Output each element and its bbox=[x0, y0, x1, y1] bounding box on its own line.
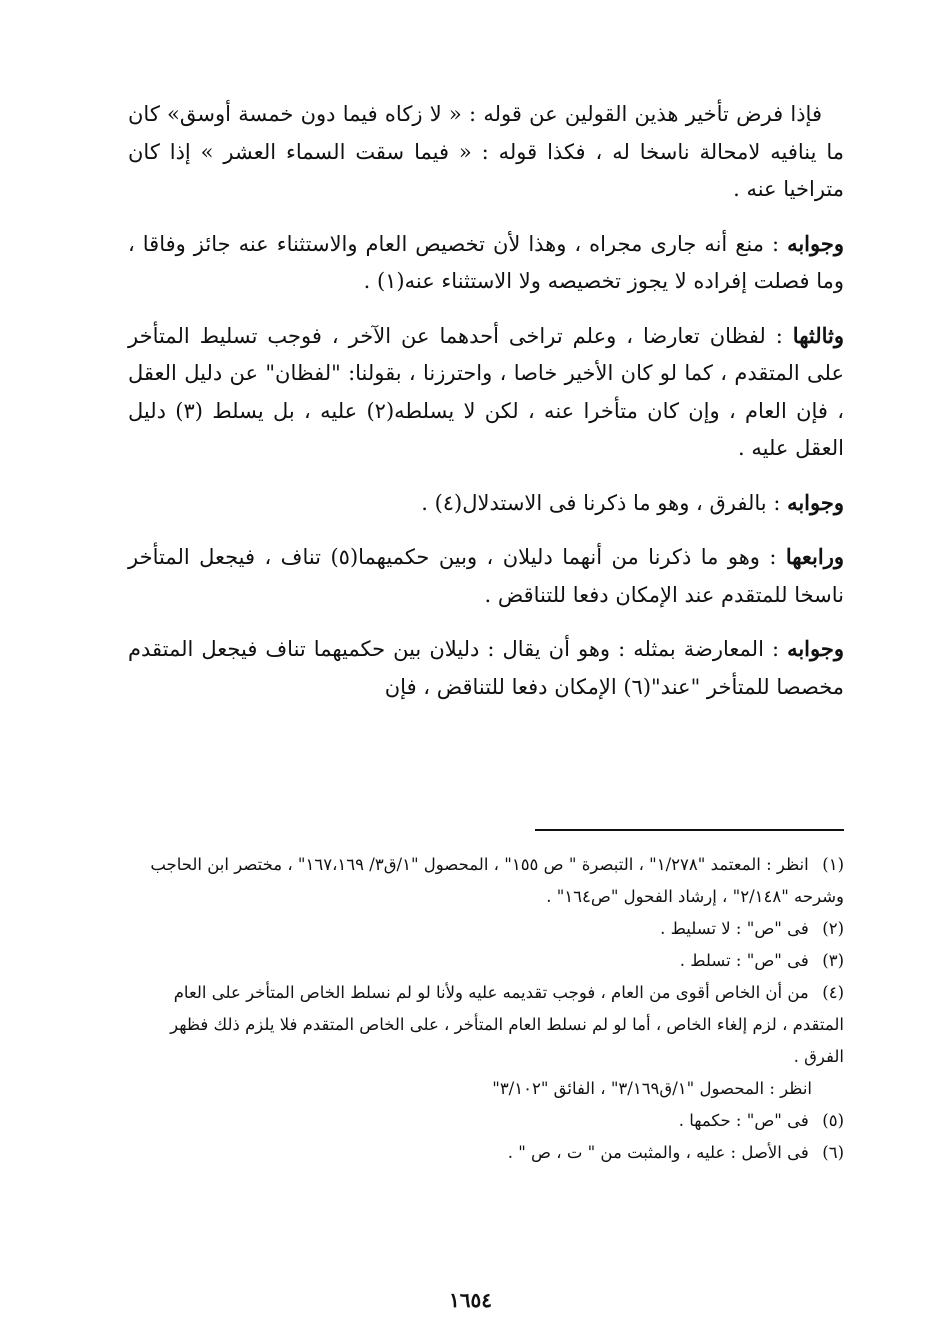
paragraph-lead: وجوابه bbox=[787, 636, 844, 661]
footnote-number: (٥) bbox=[822, 1111, 844, 1130]
paragraph-4 bbox=[128, 484, 844, 523]
paragraph-text: : المعارضة بمثله : وهو أن يقال : دليلان بين حكميهما تناف فيجعل المتقدم مخصصا للمتأخر "عند"(٦) الإمكان دفعا للتناقض ، فإن bbox=[128, 637, 844, 699]
footnote-text: فى "ص" : تسلط . bbox=[679, 951, 809, 970]
paragraph-5 bbox=[128, 538, 844, 614]
footnote-text: من أن الخاص أقوى من العام ، فوجب تقديمه عليه ولأنا لو لم نسلط الخاص المتأخر على العام المتقدم ، لزم إلغاء الخاص ، أما لو لم نسلط العام المتأخر ، على الخاص المتقدم فلا يلزم ذلك فظهر الفرق . bbox=[170, 983, 844, 1066]
paragraph-2 bbox=[128, 225, 844, 301]
paragraph-text: : لفظان تعارضا ، وعلم تراخى أحدهما عن الآخر ، فوجب تسليط المتأخر على المتقدم ، كما لو كان الأخير خاصا ، واحترزنا ، بقولنا: "لفظان" عن دليل العقل ، فإن العام ، وإن كان متأخرا عنه ، لكن لا يسلطه(٢) عليه ، بل يسلط (٣) دليل العقل عليه . bbox=[128, 323, 844, 460]
footnote-number: (٤) bbox=[822, 983, 844, 1002]
footnote-number: (١) bbox=[822, 855, 844, 874]
footnote-divider bbox=[535, 829, 844, 831]
footnote-text: انظر : المحصول "١/ق٣/١٦٩" ، الفائق "٣/١٠٢" bbox=[492, 1079, 812, 1098]
footnotes bbox=[128, 849, 844, 1169]
paragraph-1 bbox=[128, 96, 844, 209]
footnote-number: (٣) bbox=[822, 951, 844, 970]
footnote-4-reference bbox=[128, 1073, 844, 1105]
footnote-4 bbox=[128, 977, 844, 1073]
footnote-number: (٢) bbox=[822, 919, 844, 938]
footnote-number: (٦) bbox=[822, 1143, 844, 1162]
paragraph-text: : منع أنه جارى مجراه ، وهذا لأن تخصيص العام والاستثناء عنه جائز وفاقا ، وما فصلت إفراده لا يجوز تخصيصه ولا الاستثناء عنه(١) . bbox=[128, 231, 844, 293]
footnote-text: انظر : المعتمد "١/٢٧٨" ، التبصرة " ص ١٥٥" ، المحصول "١/ق٣/ ١٦٧،١٦٩" ، مختصر ابن الحاجب وشرحه "٢/١٤٨" ، إرشاد الفحول "ص١٦٤" . bbox=[150, 855, 844, 906]
footnote-3 bbox=[128, 945, 844, 977]
footnote-2 bbox=[128, 913, 844, 945]
footnote-text: فى "ص" : لا تسليط . bbox=[660, 919, 809, 938]
paragraph-lead: وثالثها bbox=[792, 322, 844, 348]
paragraph-lead: ورابعها bbox=[785, 544, 844, 569]
footnote-5 bbox=[128, 1105, 844, 1137]
footnote-text: فى الأصل : عليه ، والمثبت من " ت ، ص " . bbox=[507, 1143, 809, 1162]
paragraph-text: : وهو ما ذكرنا من أنهما دليلان ، وبين حكميهما(٥) تناف ، فيجعل المتأخر ناسخا للمتقدم عند الإمكان دفعا للتناقض . bbox=[128, 545, 844, 607]
paragraph-lead: وجوابه bbox=[787, 489, 844, 515]
paragraph-text: فإذا فرض تأخير هذين القولين عن قوله : « لا زكاه فيما دون خمسة أوسق» كان ما ينافيه لامحالة ناسخا له ، فكذا قوله : « فيما سقت السماء العشر » إذا كان متراخيا عنه . bbox=[128, 102, 844, 201]
paragraph-3 bbox=[128, 317, 844, 468]
paragraph-lead: وجوابه bbox=[787, 230, 844, 256]
footnote-6 bbox=[128, 1137, 844, 1169]
footnote-text: فى "ص" : حكمها . bbox=[678, 1111, 809, 1130]
paragraph-text: : بالفرق ، وهو ما ذكرنا فى الاستدلال(٤) . bbox=[421, 490, 788, 515]
paragraph-6 bbox=[128, 630, 844, 706]
main-text bbox=[128, 96, 844, 722]
footnote-1 bbox=[128, 849, 844, 913]
page-number: ١٦٥٤ bbox=[449, 1288, 492, 1312]
